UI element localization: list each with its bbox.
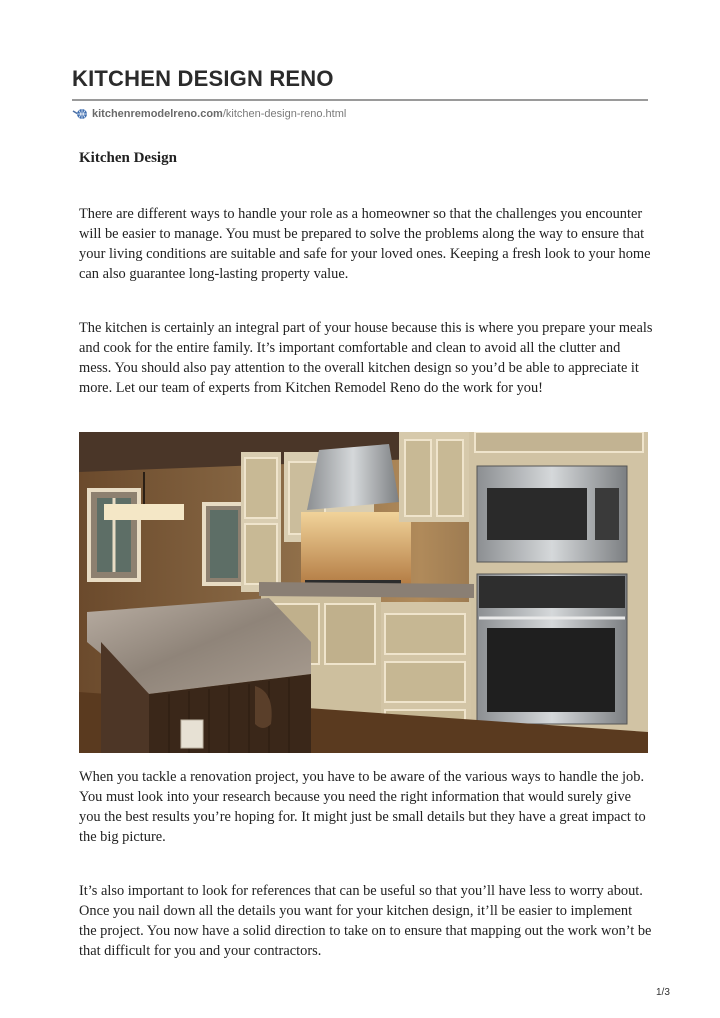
source-link[interactable]: [72, 107, 346, 121]
source-domain[interactable]: kitchenremodelreno.com: [92, 108, 223, 120]
paragraph-1: There are different ways to handle your role as a homeowner so that the challenges you encounter will be easier to manage. You must be prepared to solve the problems along the way to ensure that your living conditions are suitable and safe for your loved ones. Keeping a fresh look to your home can also guarantee long-lasting property value.: [79, 206, 651, 282]
paragraph-2: The kitchen is certainly an integral part of your house because this is where you prepare your meals and cook for the entire family. It’s important comfortable and clean to avoid all the clutter and mess. You should also pay attention to the overall kitchen design so you’d be able to appreciate it more. Let our team of experts from Kitchen Remodel Reno do the work for you!: [79, 320, 653, 396]
title-divider: [72, 99, 648, 101]
paragraph-3: When you tackle a renovation project, you have to be aware of the various ways to handle the job. You must look into your research because you need the right information that would surely give you the best results you’re hoping for. It might just be small details but they have a great impact to the big picture.: [79, 769, 646, 845]
page-title: KITCHEN DESIGN RENO: [72, 66, 334, 91]
globe-link-icon: [72, 108, 88, 120]
page-number: 1/3: [656, 987, 670, 998]
section-heading: Kitchen Design: [79, 150, 177, 166]
paragraph-4: It’s also important to look for references that can be useful so that you’ll have less to worry about. Once you nail down all the details you want for your kitchen design, it’ll be easier to implement the project. You now have a solid direction to take on to ensure that mapping out the work won’t be that difficult for you and your contractors.: [79, 883, 652, 959]
kitchen-photo: [79, 432, 648, 753]
source-path[interactable]: /kitchen-design-reno.html: [222, 108, 347, 120]
